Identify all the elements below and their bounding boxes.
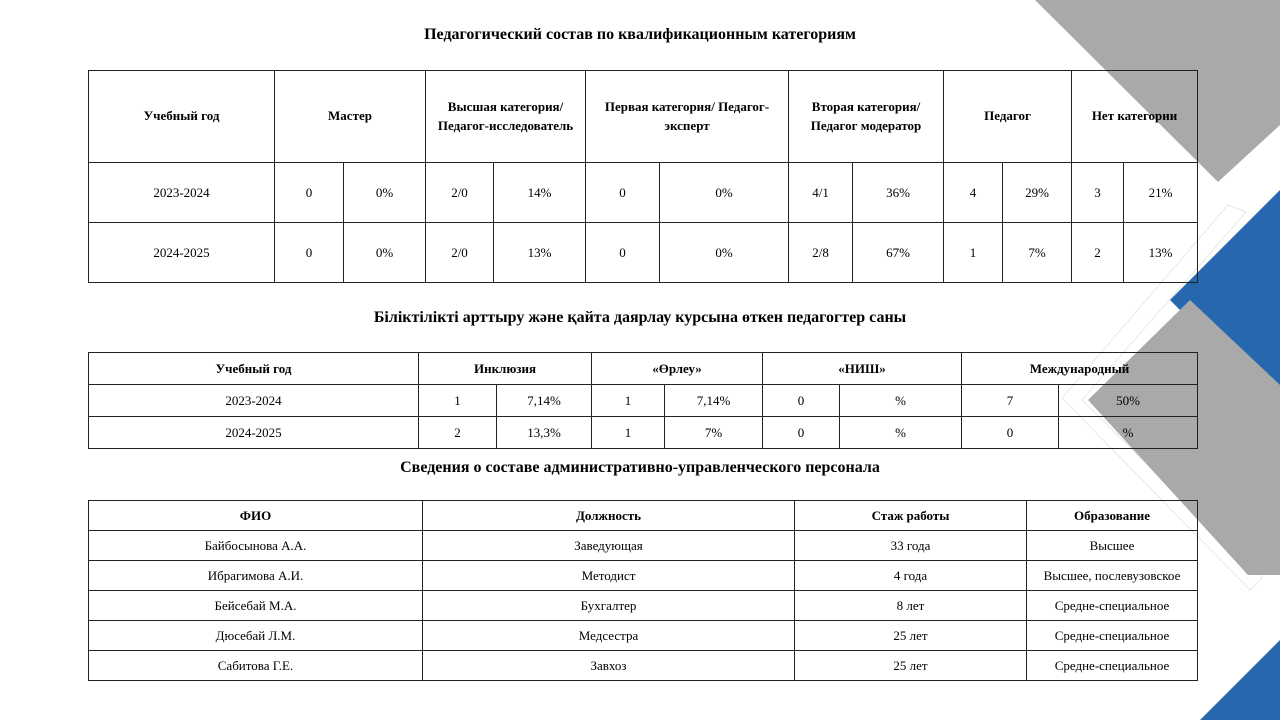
header-cell: Должность bbox=[423, 501, 795, 531]
table-cell: 0 bbox=[962, 417, 1059, 449]
courses-table bbox=[88, 352, 1198, 449]
table-cell: 1 bbox=[419, 385, 497, 417]
table-cell: 36% bbox=[853, 163, 944, 223]
table-row bbox=[89, 651, 1198, 681]
table-cell: Завхоз bbox=[423, 651, 795, 681]
table-cell: 67% bbox=[853, 223, 944, 283]
table1-title: Педагогический состав по квалификационным категориям bbox=[424, 26, 856, 43]
table-row bbox=[89, 163, 1198, 223]
admin-staff-table bbox=[88, 500, 1198, 681]
header-cell: Учебный год bbox=[89, 71, 275, 163]
table-cell: 2/0 bbox=[426, 223, 494, 283]
header-cell: Мастер bbox=[275, 71, 426, 163]
table-cell: 25 лет bbox=[795, 621, 1027, 651]
table-cell: 7,14% bbox=[665, 385, 763, 417]
table-cell: % bbox=[840, 417, 962, 449]
header-cell: Инклюзия bbox=[419, 353, 592, 385]
table-cell: 0% bbox=[660, 223, 789, 283]
table-cell: 2024-2025 bbox=[89, 223, 275, 283]
table-cell: Высшее bbox=[1027, 531, 1198, 561]
table-row bbox=[89, 591, 1198, 621]
table-cell: 13,3% bbox=[497, 417, 592, 449]
table-cell: 2 bbox=[419, 417, 497, 449]
table-cell: 2023-2024 bbox=[89, 385, 419, 417]
blue-corner bbox=[1200, 640, 1280, 720]
table-row bbox=[89, 531, 1198, 561]
table-cell: 2024-2025 bbox=[89, 417, 419, 449]
table-row bbox=[89, 417, 1198, 449]
table-cell: Медсестра bbox=[423, 621, 795, 651]
table-cell: 4/1 bbox=[789, 163, 853, 223]
header-cell: Нет категории bbox=[1072, 71, 1198, 163]
header-cell: Педагог bbox=[944, 71, 1072, 163]
table-cell: Средне-специальное bbox=[1027, 651, 1198, 681]
table-cell: 2/0 bbox=[426, 163, 494, 223]
header-cell: «Өрлеу» bbox=[592, 353, 763, 385]
table-row bbox=[89, 621, 1198, 651]
table-cell: 7,14% bbox=[497, 385, 592, 417]
table-cell: Дюсебай Л.М. bbox=[89, 621, 423, 651]
header-cell: Учебный год bbox=[89, 353, 419, 385]
table-cell: 25 лет bbox=[795, 651, 1027, 681]
header-cell: «НИШ» bbox=[763, 353, 962, 385]
header-cell: Вторая категория/ Педагог модератор bbox=[789, 71, 944, 163]
table-cell: % bbox=[1059, 417, 1198, 449]
table-cell: Байбосынова А.А. bbox=[89, 531, 423, 561]
header-cell: Стаж работы bbox=[795, 501, 1027, 531]
table-cell: Бейсебай М.А. bbox=[89, 591, 423, 621]
table-cell: 0 bbox=[275, 223, 344, 283]
table-cell: Ибрагимова А.И. bbox=[89, 561, 423, 591]
table-cell: 1 bbox=[944, 223, 1003, 283]
table-cell: 14% bbox=[494, 163, 586, 223]
table-cell: Сабитова Г.Е. bbox=[89, 651, 423, 681]
table-row bbox=[89, 223, 1198, 283]
header-cell: Первая категория/ Педагог-эксперт bbox=[586, 71, 789, 163]
table-cell: 4 года bbox=[795, 561, 1027, 591]
table-cell: 0% bbox=[660, 163, 789, 223]
table-cell: Бухгалтер bbox=[423, 591, 795, 621]
header-cell: Образование bbox=[1027, 501, 1198, 531]
table2-title: Біліктілікті арттыру және қайта даярлау курсына өткен педагогтер саны bbox=[373, 309, 907, 326]
header-cell: Международный bbox=[962, 353, 1198, 385]
table-cell: 4 bbox=[944, 163, 1003, 223]
table-cell: 2 bbox=[1072, 223, 1124, 283]
table-cell: 0 bbox=[586, 163, 660, 223]
table-cell: 0 bbox=[763, 417, 840, 449]
table-cell: Высшее, послевузовское bbox=[1027, 561, 1198, 591]
table-cell: 0% bbox=[344, 223, 426, 283]
table-cell: 21% bbox=[1124, 163, 1198, 223]
table-cell: 3 bbox=[1072, 163, 1124, 223]
table-cell: 13% bbox=[1124, 223, 1198, 283]
table-cell: 0% bbox=[344, 163, 426, 223]
table-cell: 8 лет bbox=[795, 591, 1027, 621]
table-cell: 13% bbox=[494, 223, 586, 283]
table-cell: 2023-2024 bbox=[89, 163, 275, 223]
table-cell: 29% bbox=[1003, 163, 1072, 223]
table-row bbox=[89, 385, 1198, 417]
table-cell: Средне-специальное bbox=[1027, 591, 1198, 621]
table-cell: 2/8 bbox=[789, 223, 853, 283]
table-cell: 0 bbox=[586, 223, 660, 283]
table-cell: Заведующая bbox=[423, 531, 795, 561]
table-cell: 1 bbox=[592, 417, 665, 449]
table-header-row bbox=[89, 71, 1198, 163]
header-cell: ФИО bbox=[89, 501, 423, 531]
table-cell: Методист bbox=[423, 561, 795, 591]
table-cell: 0 bbox=[275, 163, 344, 223]
table-cell: 33 года bbox=[795, 531, 1027, 561]
table-cell: 7% bbox=[665, 417, 763, 449]
table-header-row bbox=[89, 501, 1198, 531]
table-row bbox=[89, 561, 1198, 591]
table-header-row bbox=[89, 353, 1198, 385]
table-cell: 50% bbox=[1059, 385, 1198, 417]
table-cell: 7 bbox=[962, 385, 1059, 417]
table-cell: 7% bbox=[1003, 223, 1072, 283]
table-cell: % bbox=[840, 385, 962, 417]
header-cell: Высшая категория/ Педагог-исследователь bbox=[426, 71, 586, 163]
table-cell: 1 bbox=[592, 385, 665, 417]
table-cell: Средне-специальное bbox=[1027, 621, 1198, 651]
table-cell: 0 bbox=[763, 385, 840, 417]
qualification-table bbox=[88, 70, 1198, 283]
table3-title: Сведения о составе административно-управленческого персонала bbox=[400, 459, 880, 476]
